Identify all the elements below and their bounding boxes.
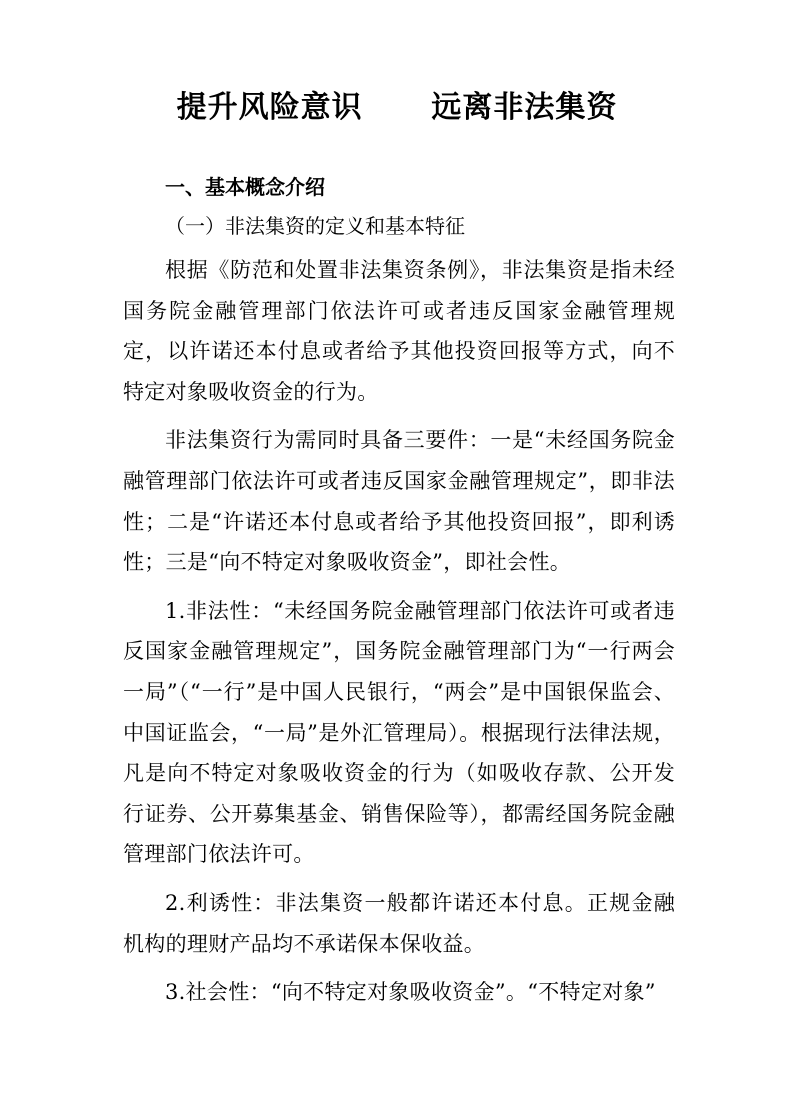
body-text bbox=[123, 250, 675, 1021]
paragraph-inducement: 2.利诱性：非法集资一般都许诺还本付息。正规金融机构的理财产品均不承诺保本保收益。 bbox=[123, 890, 675, 956]
subsection-heading: （一）非法集资的定义和基本特征 bbox=[165, 214, 465, 238]
paragraph-illegality: 1.非法性：“未经国务院金融管理部门依法许可或者违反国家金融管理规定”，国务院金融管理部门为“一行两会一局”（“一行”是中国人民银行，“两会”是中国银保监会、中国证监会，“一局”是外汇管理局）。根据现行法律法规，凡是向不特定对象吸收资金的行为（如吸收存款、公开发行证券、公开募集基金、销售保险等），都需经国务院金融管理部门依法许可。 bbox=[123, 598, 675, 867]
paragraph-sociality: 3.社会性：“向不特定对象吸收资金”。“不特定对象” bbox=[165, 980, 656, 1005]
document-title: 提升风险意识 远离非法集资 bbox=[176, 90, 618, 125]
section-heading: 一、基本概念介绍 bbox=[165, 175, 325, 199]
paragraph-three-elements: 非法集资行为需同时具备三要件：一是“未经国务院金融管理部门依法许可或者违反国家金融管理规定”，即非法性；二是“许诺还本付息或者给予其他投资回报”，即利诱性；三是“向不特定对象吸收资金”，即社会性。 bbox=[123, 428, 675, 575]
paragraph-definition: 根据《防范和处置非法集资条例》，非法集资是指未经国务院金融管理部门依法许可或者违反国家金融管理规定，以许诺还本付息或者给予其他投资回报等方式，向不特定对象吸收资金的行为。 bbox=[123, 258, 675, 404]
